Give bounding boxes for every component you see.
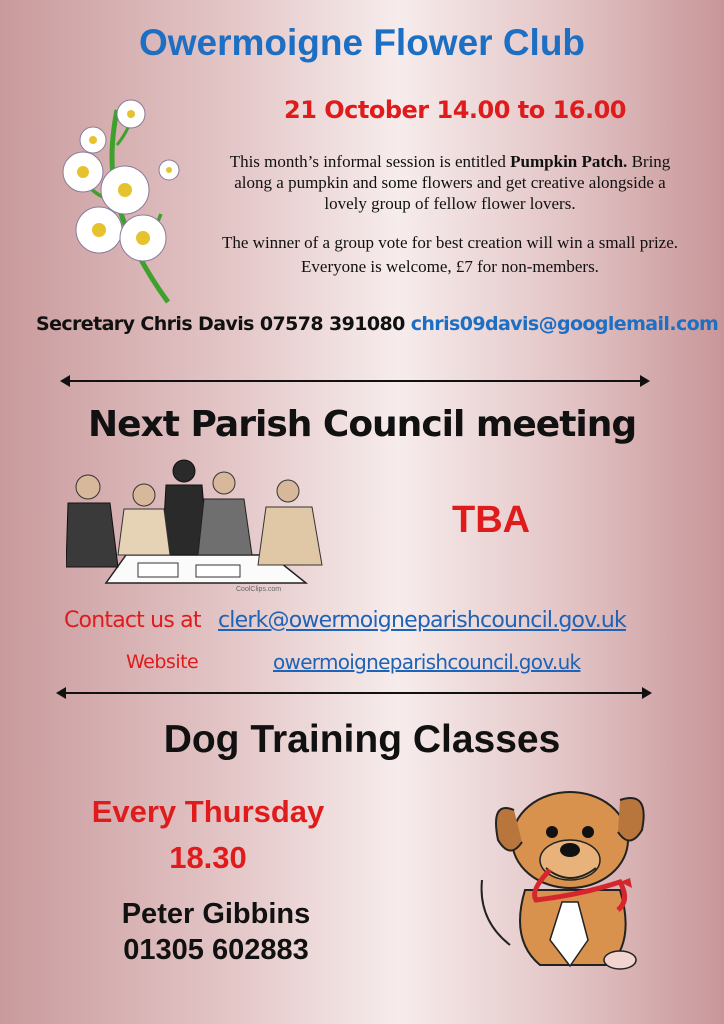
image-credit: CoolClips.com: [236, 586, 282, 593]
class-time: 18.30: [169, 840, 247, 875]
parish-council-title: Next Parish Council meeting: [88, 404, 637, 445]
meeting-date-status: TBA: [452, 499, 531, 541]
dog-training-title: Dog Training Classes: [163, 718, 561, 761]
contact-label: Contact us at: [64, 608, 201, 633]
section-divider-arrow: [58, 692, 650, 694]
flower-club-date: 21 October 14.00 to 16.00: [284, 96, 626, 124]
flower-blossom: [63, 152, 103, 192]
puppy-illustration: [470, 770, 660, 975]
website-label: Website: [126, 651, 199, 673]
contact-phone: 01305 602883: [123, 934, 309, 966]
flower-club-title: Owermoigne Flower Club: [138, 22, 586, 63]
description-text: This month’s informal session is entitled: [229, 152, 511, 171]
clerk-email-link[interactable]: clerk@owermoigneparishcouncil.gov.uk: [218, 608, 626, 633]
class-day: Every Thursday: [91, 794, 325, 829]
website-link[interactable]: owermoigneparishcouncil.gov.uk: [273, 650, 581, 674]
secretary-email-link[interactable]: chris09davis@googlemail.com: [410, 313, 719, 335]
description-text-cont: Bring along a pumpkin and some flowers and get creative alongside a lovely group of fellow flower lovers.: [234, 152, 671, 213]
section-divider-arrow: [62, 380, 648, 382]
secretary-contact: [36, 313, 719, 335]
contact-row: [64, 608, 626, 633]
flower-illustration: [55, 90, 190, 310]
secretary-text: Secretary Chris Davis 07578 391080: [36, 313, 405, 335]
dog-training-contact: [114, 896, 318, 968]
session-name: Pumpkin Patch.: [510, 152, 628, 171]
flower-club-description: [215, 151, 685, 214]
meeting-illustration: [66, 455, 328, 595]
flower-club-prize-info: The winner of a group vote for best creation will win a small prize. Everyone is welcome, £7 for non-members.: [221, 233, 679, 276]
contact-name: Peter Gibbins: [121, 898, 311, 930]
